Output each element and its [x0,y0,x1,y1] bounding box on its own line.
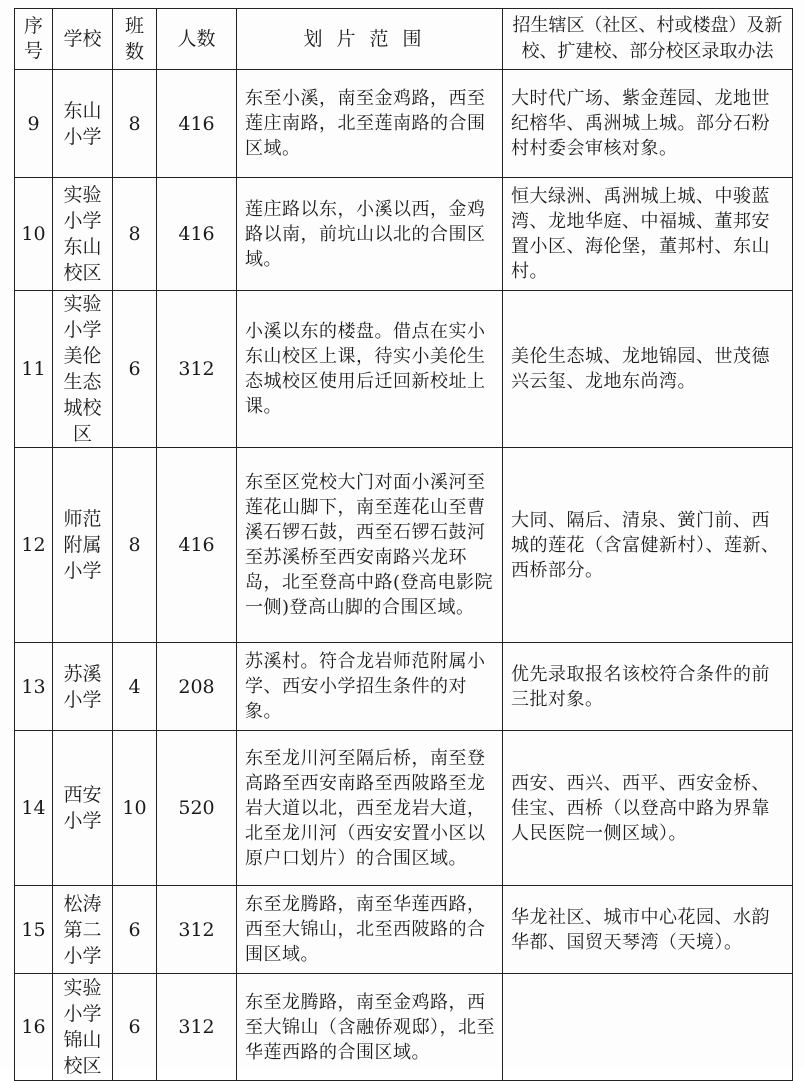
row-no: 15 [15,886,53,974]
row-school: 实验小学锦山校区 [53,974,113,1081]
row-area [503,974,793,1081]
header-no: 序号 [15,9,53,70]
row-classes: 6 [113,886,157,974]
header-school: 学校 [53,9,113,70]
row-no: 11 [15,291,53,448]
header-students: 人数 [157,9,237,70]
row-school: 实验小学东山校区 [53,178,113,291]
row-area: 大同、隔后、清泉、黉门前、西城的莲花（含富健新村）、莲新、西桥部分。 [503,448,793,643]
header-area: 招生辖区（社区、村或楼盘）及新校、扩建校、部分校区录取办法 [503,9,793,70]
row-no: 9 [15,70,53,178]
row-classes: 8 [113,448,157,643]
row-students: 312 [157,291,237,448]
row-students: 416 [157,448,237,643]
row-classes: 8 [113,70,157,178]
row-classes: 8 [113,178,157,291]
table-row [15,643,793,731]
row-no: 12 [15,448,53,643]
row-school: 苏溪小学 [53,643,113,731]
row-no: 13 [15,643,53,731]
row-no: 14 [15,731,53,886]
table-row [15,70,793,178]
row-area: 美伦生态城、龙地锦园、世茂德兴云玺、龙地东尚湾。 [503,291,793,448]
row-no: 10 [15,178,53,291]
row-area: 优先录取报名该校符合条件的前三批对象。 [503,643,793,731]
row-area: 西安、西兴、西平、西安金桥、佳宝、西桥（以登高中路为界靠人民医院一侧区域）。 [503,731,793,886]
row-range: 莲庄路以东，小溪以西，金鸡路以南，前坑山以北的合围区域。 [237,178,503,291]
row-school: 西安小学 [53,731,113,886]
header-row [15,9,793,70]
row-classes: 4 [113,643,157,731]
row-range: 东至区党校大门对面小溪河至莲花山脚下，南至莲花山至曹溪石锣石鼓，西至石锣石鼓河至苏溪桥至西安南路兴龙环岛，北至登高中路(登高电影院一侧)登高山脚的合围区域。 [237,448,503,643]
row-classes: 10 [113,731,157,886]
row-students: 208 [157,643,237,731]
row-students: 520 [157,731,237,886]
row-range: 东至龙腾路，南至金鸡路，西至大锦山（含融侨观邸），北至华莲西路的合围区域。 [237,974,503,1081]
table-row [15,731,793,886]
row-area: 华龙社区、城市中心花园、水韵华都、国贸天琴湾（天境）。 [503,886,793,974]
row-no: 16 [15,974,53,1081]
row-range: 小溪以东的楼盘。借点在实小东山校区上课，待实小美伦生态城校区使用后迁回新校址上课。 [237,291,503,448]
row-school: 松涛第二小学 [53,886,113,974]
row-school: 师范附属小学 [53,448,113,643]
school-district-table [14,8,793,1081]
table-row [15,974,793,1081]
row-students: 312 [157,974,237,1081]
row-students: 312 [157,886,237,974]
row-range: 东至小溪，南至金鸡路，西至莲庄南路，北至莲南路的合围区域。 [237,70,503,178]
header-range: 划片范围 [237,9,503,70]
row-area: 恒大绿洲、禹洲城上城、中骏蓝湾、龙地华庭、中福城、董邦安置小区、海伦堡，董邦村、东山村。 [503,178,793,291]
row-school: 东山小学 [53,70,113,178]
table-row [15,886,793,974]
table-row [15,448,793,643]
row-area: 大时代广场、紫金莲园、龙地世纪榕华、禹洲城上城。部分石粉村村委会审核对象。 [503,70,793,178]
row-students: 416 [157,70,237,178]
table-row [15,178,793,291]
row-students: 416 [157,178,237,291]
row-range: 东至龙川河至隔后桥，南至登高路至西安南路至西陂路至龙岩大道以北，西至龙岩大道，北至龙川河（西安安置小区以原户口划片）的合围区域。 [237,731,503,886]
row-classes: 6 [113,291,157,448]
row-classes: 6 [113,974,157,1081]
row-range: 东至龙腾路，南至华莲西路，西至大锦山，北至西陂路的合围区域。 [237,886,503,974]
row-school: 实验小学美伦生态城校区 [53,291,113,448]
table-row [15,291,793,448]
row-range: 苏溪村。符合龙岩师范附属小学、西安小学招生条件的对象。 [237,643,503,731]
header-classes: 班数 [113,9,157,70]
